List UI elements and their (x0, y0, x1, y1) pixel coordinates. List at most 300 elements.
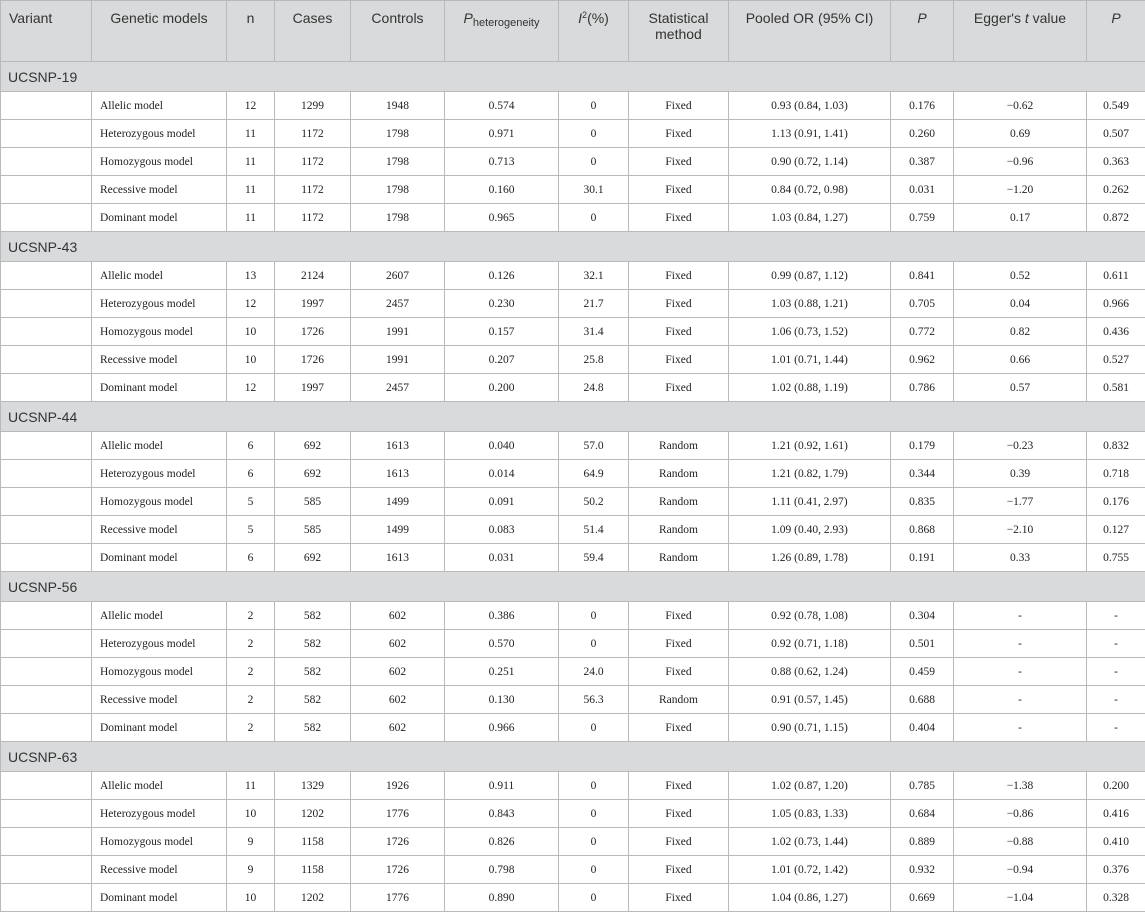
variant-blank-cell (1, 602, 92, 630)
variant-blank-cell (1, 516, 92, 544)
i2-cell: 0 (559, 828, 629, 856)
controls-cell: 1798 (351, 120, 445, 148)
variant-group-row (1, 572, 1145, 602)
genetic-model-cell: Homozygous model (92, 658, 227, 686)
i2-cell: 56.3 (559, 686, 629, 714)
egger-t-cell: - (954, 630, 1087, 658)
egger-p-cell: 0.376 (1087, 856, 1145, 884)
p-heterogeneity-cell: 0.207 (445, 346, 559, 374)
egger-t-cell: - (954, 602, 1087, 630)
cases-cell: 1172 (275, 148, 351, 176)
egger-p-cell: - (1087, 658, 1145, 686)
cases-cell: 1158 (275, 828, 351, 856)
egger-p-cell: 0.611 (1087, 262, 1145, 290)
i2-cell: 24.0 (559, 658, 629, 686)
p-value-cell: 0.191 (891, 544, 954, 572)
cases-cell: 1202 (275, 800, 351, 828)
statistical-method-cell: Random (629, 432, 729, 460)
controls-cell: 602 (351, 658, 445, 686)
statistical-method-cell: Fixed (629, 120, 729, 148)
p-value-cell: 0.501 (891, 630, 954, 658)
variant-blank-cell (1, 290, 92, 318)
variant-label: UCSNP-19 (1, 62, 1145, 92)
p-heterogeneity-cell: 0.966 (445, 714, 559, 742)
n-cell: 10 (227, 346, 275, 374)
p-heterogeneity-cell: 0.965 (445, 204, 559, 232)
cases-cell: 1299 (275, 92, 351, 120)
controls-cell: 1613 (351, 432, 445, 460)
p-value-cell: 0.962 (891, 346, 954, 374)
n-cell: 2 (227, 658, 275, 686)
egger-p-cell: - (1087, 602, 1145, 630)
egger-t-cell: −0.94 (954, 856, 1087, 884)
table-row (1, 120, 1145, 148)
pooled-or-cell: 0.92 (0.71, 1.18) (729, 630, 891, 658)
cases-cell: 1726 (275, 346, 351, 374)
genetic-model-cell: Allelic model (92, 772, 227, 800)
cases-cell: 1202 (275, 884, 351, 912)
header-p-heterogeneity-sub: heterogeneity (473, 17, 540, 29)
n-cell: 10 (227, 318, 275, 346)
genetic-model-cell: Homozygous model (92, 318, 227, 346)
statistical-method-cell: Fixed (629, 630, 729, 658)
egger-p-cell: 0.410 (1087, 828, 1145, 856)
header-variant: Variant (1, 1, 92, 62)
cases-cell: 692 (275, 460, 351, 488)
statistical-method-cell: Random (629, 516, 729, 544)
variant-blank-cell (1, 630, 92, 658)
p-value-cell: 0.684 (891, 800, 954, 828)
n-cell: 5 (227, 516, 275, 544)
pooled-or-cell: 1.21 (0.82, 1.79) (729, 460, 891, 488)
genetic-model-cell: Dominant model (92, 374, 227, 402)
n-cell: 11 (227, 772, 275, 800)
controls-cell: 602 (351, 686, 445, 714)
controls-cell: 2607 (351, 262, 445, 290)
i2-cell: 0 (559, 630, 629, 658)
egger-t-cell: 0.82 (954, 318, 1087, 346)
controls-cell: 1798 (351, 204, 445, 232)
controls-cell: 1726 (351, 856, 445, 884)
pooled-or-cell: 1.01 (0.71, 1.44) (729, 346, 891, 374)
egger-t-cell: −2.10 (954, 516, 1087, 544)
i2-cell: 0 (559, 800, 629, 828)
table-row (1, 800, 1145, 828)
pooled-or-cell: 0.93 (0.84, 1.03) (729, 92, 891, 120)
header-egger (954, 1, 1087, 62)
header-controls: Controls (351, 1, 445, 62)
p-heterogeneity-cell: 0.251 (445, 658, 559, 686)
variant-label: UCSNP-63 (1, 742, 1145, 772)
p-value-cell: 0.889 (891, 828, 954, 856)
header-n: n (227, 1, 275, 62)
pooled-or-cell: 1.03 (0.84, 1.27) (729, 204, 891, 232)
statistical-method-cell: Fixed (629, 772, 729, 800)
table-row (1, 262, 1145, 290)
egger-t-cell: 0.39 (954, 460, 1087, 488)
p-value-cell: 0.344 (891, 460, 954, 488)
table-row (1, 488, 1145, 516)
genetic-model-cell: Recessive model (92, 856, 227, 884)
cases-cell: 585 (275, 488, 351, 516)
table-row (1, 686, 1145, 714)
egger-t-cell: - (954, 658, 1087, 686)
header-statistical-method: Statistical method (629, 1, 729, 62)
statistical-method-cell: Fixed (629, 262, 729, 290)
p-heterogeneity-cell: 0.200 (445, 374, 559, 402)
i2-cell: 25.8 (559, 346, 629, 374)
statistical-method-cell: Fixed (629, 800, 729, 828)
controls-cell: 1613 (351, 544, 445, 572)
i2-cell: 0 (559, 204, 629, 232)
egger-t-cell: −1.77 (954, 488, 1087, 516)
i2-cell: 50.2 (559, 488, 629, 516)
egger-p-cell: 0.527 (1087, 346, 1145, 374)
variant-blank-cell (1, 488, 92, 516)
variant-blank-cell (1, 176, 92, 204)
genetic-model-cell: Homozygous model (92, 148, 227, 176)
pooled-or-cell: 0.90 (0.72, 1.14) (729, 148, 891, 176)
p-value-cell: 0.772 (891, 318, 954, 346)
p-value-cell: 0.868 (891, 516, 954, 544)
i2-cell: 31.4 (559, 318, 629, 346)
i2-cell: 0 (559, 120, 629, 148)
egger-p-cell: 0.755 (1087, 544, 1145, 572)
statistical-method-cell: Fixed (629, 828, 729, 856)
table-row (1, 148, 1145, 176)
egger-p-cell: 0.328 (1087, 884, 1145, 912)
variant-blank-cell (1, 856, 92, 884)
variant-blank-cell (1, 772, 92, 800)
egger-p-cell: 0.262 (1087, 176, 1145, 204)
cases-cell: 1172 (275, 176, 351, 204)
header-row (1, 1, 1145, 62)
egger-p-cell: 0.872 (1087, 204, 1145, 232)
genetic-model-cell: Heterozygous model (92, 120, 227, 148)
header-cases: Cases (275, 1, 351, 62)
controls-cell: 1798 (351, 176, 445, 204)
variant-blank-cell (1, 148, 92, 176)
variant-label: UCSNP-56 (1, 572, 1145, 602)
egger-p-cell: 0.966 (1087, 290, 1145, 318)
controls-cell: 602 (351, 602, 445, 630)
n-cell: 13 (227, 262, 275, 290)
egger-p-cell: 0.549 (1087, 92, 1145, 120)
p-heterogeneity-cell: 0.971 (445, 120, 559, 148)
p-heterogeneity-cell: 0.091 (445, 488, 559, 516)
table-header (1, 1, 1145, 62)
controls-cell: 1776 (351, 800, 445, 828)
genetic-model-cell: Homozygous model (92, 488, 227, 516)
controls-cell: 1499 (351, 488, 445, 516)
cases-cell: 2124 (275, 262, 351, 290)
p-value-cell: 0.705 (891, 290, 954, 318)
genetic-model-cell: Recessive model (92, 516, 227, 544)
table-row (1, 630, 1145, 658)
egger-p-cell: - (1087, 714, 1145, 742)
cases-cell: 1172 (275, 120, 351, 148)
p-heterogeneity-cell: 0.798 (445, 856, 559, 884)
cases-cell: 585 (275, 516, 351, 544)
cases-cell: 1329 (275, 772, 351, 800)
statistical-method-cell: Random (629, 686, 729, 714)
p-value-cell: 0.841 (891, 262, 954, 290)
i2-cell: 30.1 (559, 176, 629, 204)
egger-t-cell: 0.04 (954, 290, 1087, 318)
p-heterogeneity-cell: 0.386 (445, 602, 559, 630)
table-row (1, 516, 1145, 544)
header-p-egger: P (1087, 1, 1145, 62)
table-row (1, 176, 1145, 204)
pooled-or-cell: 1.05 (0.83, 1.33) (729, 800, 891, 828)
header-p: P (891, 1, 954, 62)
egger-t-cell: 0.57 (954, 374, 1087, 402)
statistical-method-cell: Fixed (629, 92, 729, 120)
pooled-or-cell: 1.04 (0.86, 1.27) (729, 884, 891, 912)
egger-t-cell: 0.33 (954, 544, 1087, 572)
pooled-or-cell: 1.06 (0.73, 1.52) (729, 318, 891, 346)
table-row (1, 856, 1145, 884)
table-row (1, 772, 1145, 800)
statistical-method-cell: Fixed (629, 204, 729, 232)
p-heterogeneity-cell: 0.574 (445, 92, 559, 120)
i2-cell: 0 (559, 714, 629, 742)
pooled-or-cell: 1.11 (0.41, 2.97) (729, 488, 891, 516)
n-cell: 12 (227, 374, 275, 402)
n-cell: 2 (227, 630, 275, 658)
statistical-method-cell: Fixed (629, 290, 729, 318)
i2-cell: 0 (559, 148, 629, 176)
i2-cell: 0 (559, 602, 629, 630)
variant-blank-cell (1, 884, 92, 912)
controls-cell: 1991 (351, 318, 445, 346)
pooled-or-cell: 1.02 (0.87, 1.20) (729, 772, 891, 800)
variant-blank-cell (1, 544, 92, 572)
p-value-cell: 0.179 (891, 432, 954, 460)
p-value-cell: 0.176 (891, 92, 954, 120)
p-heterogeneity-cell: 0.130 (445, 686, 559, 714)
controls-cell: 1499 (351, 516, 445, 544)
egger-p-cell: 0.416 (1087, 800, 1145, 828)
genetic-model-cell: Allelic model (92, 92, 227, 120)
p-heterogeneity-cell: 0.040 (445, 432, 559, 460)
table-row (1, 884, 1145, 912)
p-heterogeneity-cell: 0.570 (445, 630, 559, 658)
variant-blank-cell (1, 346, 92, 374)
variant-blank-cell (1, 460, 92, 488)
p-heterogeneity-cell: 0.160 (445, 176, 559, 204)
variant-label: UCSNP-43 (1, 232, 1145, 262)
p-heterogeneity-cell: 0.126 (445, 262, 559, 290)
genetic-model-cell: Heterozygous model (92, 800, 227, 828)
egger-t-cell: −0.86 (954, 800, 1087, 828)
controls-cell: 1948 (351, 92, 445, 120)
controls-cell: 2457 (351, 374, 445, 402)
cases-cell: 582 (275, 602, 351, 630)
i2-cell: 0 (559, 884, 629, 912)
p-heterogeneity-cell: 0.083 (445, 516, 559, 544)
statistical-method-cell: Fixed (629, 176, 729, 204)
variant-label: UCSNP-44 (1, 402, 1145, 432)
table-row (1, 602, 1145, 630)
egger-p-cell: 0.363 (1087, 148, 1145, 176)
table-row (1, 460, 1145, 488)
egger-t-cell: 0.52 (954, 262, 1087, 290)
genetic-model-cell: Allelic model (92, 262, 227, 290)
statistical-method-cell: Fixed (629, 346, 729, 374)
cases-cell: 582 (275, 658, 351, 686)
egger-p-cell: - (1087, 630, 1145, 658)
cases-cell: 582 (275, 630, 351, 658)
header-egger-t: t (1025, 10, 1029, 26)
variant-blank-cell (1, 800, 92, 828)
p-value-cell: 0.031 (891, 176, 954, 204)
genetic-model-cell: Heterozygous model (92, 290, 227, 318)
statistical-method-cell: Fixed (629, 374, 729, 402)
cases-cell: 692 (275, 432, 351, 460)
p-value-cell: 0.669 (891, 884, 954, 912)
header-p-heterogeneity (445, 1, 559, 62)
n-cell: 2 (227, 686, 275, 714)
header-i2-sup: 2 (582, 10, 587, 20)
genetic-model-cell: Recessive model (92, 176, 227, 204)
table-row (1, 544, 1145, 572)
table-row (1, 828, 1145, 856)
statistical-method-cell: Random (629, 488, 729, 516)
p-value-cell: 0.932 (891, 856, 954, 884)
statistical-method-cell: Fixed (629, 856, 729, 884)
header-pooled-or: Pooled OR (95% CI) (729, 1, 891, 62)
genetic-model-cell: Recessive model (92, 686, 227, 714)
genetic-model-cell: Allelic model (92, 432, 227, 460)
egger-t-cell: - (954, 714, 1087, 742)
egger-p-cell: 0.200 (1087, 772, 1145, 800)
variant-blank-cell (1, 262, 92, 290)
cases-cell: 1997 (275, 374, 351, 402)
n-cell: 6 (227, 460, 275, 488)
n-cell: 6 (227, 432, 275, 460)
table-row (1, 432, 1145, 460)
pooled-or-cell: 0.91 (0.57, 1.45) (729, 686, 891, 714)
i2-cell: 51.4 (559, 516, 629, 544)
variant-blank-cell (1, 828, 92, 856)
p-heterogeneity-cell: 0.843 (445, 800, 559, 828)
p-heterogeneity-cell: 0.890 (445, 884, 559, 912)
pooled-or-cell: 0.88 (0.62, 1.24) (729, 658, 891, 686)
egger-t-cell: −1.38 (954, 772, 1087, 800)
egger-t-cell: −1.04 (954, 884, 1087, 912)
genetic-model-cell: Dominant model (92, 884, 227, 912)
pooled-or-cell: 1.02 (0.73, 1.44) (729, 828, 891, 856)
variant-blank-cell (1, 714, 92, 742)
n-cell: 6 (227, 544, 275, 572)
p-heterogeneity-cell: 0.014 (445, 460, 559, 488)
p-heterogeneity-cell: 0.230 (445, 290, 559, 318)
table-row (1, 658, 1145, 686)
pooled-or-cell: 0.92 (0.78, 1.08) (729, 602, 891, 630)
header-genetic-models: Genetic models (92, 1, 227, 62)
egger-t-cell: 0.17 (954, 204, 1087, 232)
egger-t-cell: −0.62 (954, 92, 1087, 120)
table-body (1, 62, 1145, 912)
variant-blank-cell (1, 432, 92, 460)
table-row (1, 374, 1145, 402)
pooled-or-cell: 1.09 (0.40, 2.93) (729, 516, 891, 544)
cases-cell: 582 (275, 686, 351, 714)
n-cell: 12 (227, 290, 275, 318)
table-row (1, 318, 1145, 346)
p-value-cell: 0.404 (891, 714, 954, 742)
table-row (1, 290, 1145, 318)
p-heterogeneity-cell: 0.713 (445, 148, 559, 176)
cases-cell: 1158 (275, 856, 351, 884)
egger-t-cell: 0.66 (954, 346, 1087, 374)
statistical-method-cell: Fixed (629, 884, 729, 912)
p-value-cell: 0.260 (891, 120, 954, 148)
header-egger-post: value (1029, 10, 1066, 26)
controls-cell: 1798 (351, 148, 445, 176)
p-value-cell: 0.785 (891, 772, 954, 800)
n-cell: 9 (227, 856, 275, 884)
n-cell: 10 (227, 800, 275, 828)
pooled-or-cell: 1.26 (0.89, 1.78) (729, 544, 891, 572)
controls-cell: 1926 (351, 772, 445, 800)
statistical-method-cell: Fixed (629, 714, 729, 742)
variant-group-row (1, 232, 1145, 262)
controls-cell: 1726 (351, 828, 445, 856)
i2-cell: 59.4 (559, 544, 629, 572)
variant-blank-cell (1, 686, 92, 714)
variant-blank-cell (1, 318, 92, 346)
variant-blank-cell (1, 374, 92, 402)
header-i2-rest: (%) (587, 10, 609, 26)
pooled-or-cell: 0.99 (0.87, 1.12) (729, 262, 891, 290)
p-heterogeneity-cell: 0.157 (445, 318, 559, 346)
cases-cell: 692 (275, 544, 351, 572)
i2-cell: 21.7 (559, 290, 629, 318)
genetic-model-cell: Dominant model (92, 714, 227, 742)
table-row (1, 92, 1145, 120)
statistical-method-cell: Fixed (629, 148, 729, 176)
table-row (1, 204, 1145, 232)
variant-blank-cell (1, 120, 92, 148)
cases-cell: 1172 (275, 204, 351, 232)
p-value-cell: 0.387 (891, 148, 954, 176)
header-i2-letter: I (578, 10, 582, 26)
i2-cell: 0 (559, 92, 629, 120)
p-value-cell: 0.835 (891, 488, 954, 516)
p-heterogeneity-cell: 0.031 (445, 544, 559, 572)
egger-t-cell: 0.69 (954, 120, 1087, 148)
i2-cell: 57.0 (559, 432, 629, 460)
cases-cell: 1726 (275, 318, 351, 346)
n-cell: 11 (227, 204, 275, 232)
controls-cell: 1776 (351, 884, 445, 912)
table-row (1, 714, 1145, 742)
controls-cell: 602 (351, 714, 445, 742)
p-value-cell: 0.759 (891, 204, 954, 232)
statistical-method-cell: Fixed (629, 602, 729, 630)
controls-cell: 1991 (351, 346, 445, 374)
n-cell: 9 (227, 828, 275, 856)
p-heterogeneity-cell: 0.826 (445, 828, 559, 856)
p-value-cell: 0.304 (891, 602, 954, 630)
pooled-or-cell: 1.21 (0.92, 1.61) (729, 432, 891, 460)
cases-cell: 1997 (275, 290, 351, 318)
n-cell: 11 (227, 148, 275, 176)
genetic-model-cell: Dominant model (92, 204, 227, 232)
controls-cell: 602 (351, 630, 445, 658)
